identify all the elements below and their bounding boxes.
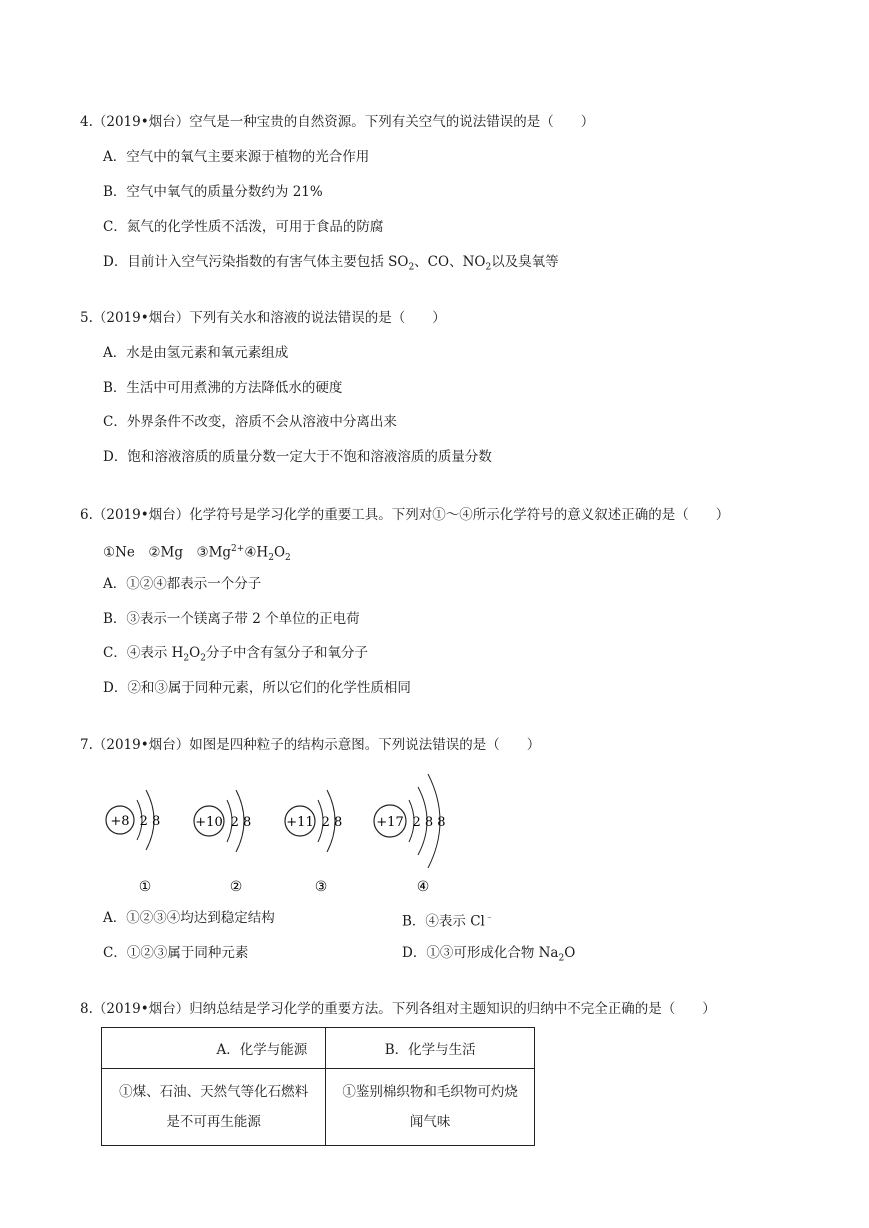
- q6-stem: 6.（2019•烟台）化学符号是学习化学的重要工具。下列对①～④所示化学符号的意义叙述正确的是（ ）: [80, 507, 730, 523]
- svg-text:+17: +17: [376, 815, 404, 830]
- q5-option-c: C．外界条件不改变，溶质不会从溶液中分离出来: [103, 414, 397, 430]
- q7-option-a: A．①②③④均达到稳定结构: [103, 910, 275, 926]
- particle-2: [194, 790, 251, 895]
- particle-structure-diagram: [100, 760, 480, 900]
- svg-text:+8: +8: [110, 814, 130, 829]
- q4-option-c: C．氮气的化学性质不活泼，可用于食品的防腐: [103, 219, 384, 235]
- q8-table: [101, 1027, 535, 1146]
- q6-symbols: ①Ne ②Mg $③Mg^{2+}④H_2O_2$: [103, 544, 291, 564]
- q4-stem: 4.（2019•烟台）空气是一种宝贵的自然资源。下列有关空气的说法错误的是（ ）: [80, 114, 595, 130]
- q6-option-a: A．①②④都表示一个分子: [103, 576, 262, 592]
- q7-option-c: C．①②③属于同种元素: [103, 945, 249, 961]
- svg-text:④: ④: [416, 879, 430, 895]
- svg-text:2 8 8: 2 8 8: [412, 815, 446, 830]
- svg-text:+11: +11: [286, 815, 314, 830]
- q5-option-a: A．水是由氢元素和氧元素组成: [103, 345, 289, 361]
- q5-option-b: B．生活中可用煮沸的方法降低水的硬度: [103, 380, 343, 396]
- q5-stem: 5.（2019•烟台）下列有关水和溶液的说法错误的是（ ）: [80, 310, 446, 326]
- q4-option-a: A．空气中的氧气主要来源于植物的光合作用: [103, 149, 370, 165]
- svg-text:2 8: 2 8: [230, 815, 252, 830]
- table-row: [102, 1028, 535, 1069]
- table-cell-b: ①鉴别棉织物和毛织物可灼烧 闻气味: [326, 1069, 535, 1146]
- q4-option-d: D．目前计入空气污染指数的有害气体主要包括 $SO_2$、CO、$NO_2$以及臭氧等: [103, 254, 559, 273]
- q7-option-b: B．④表示 Cl﹣: [402, 913, 494, 930]
- particle-4: [374, 774, 446, 895]
- svg-text:+10: +10: [195, 815, 223, 830]
- table-header-a: A．化学与能源: [102, 1028, 326, 1069]
- svg-text:①: ①: [138, 879, 152, 895]
- q6-option-c: C．④表示 $H_2O_2$分子中含有氢分子和氧分子: [103, 645, 368, 664]
- svg-text:2 8: 2 8: [139, 814, 161, 829]
- q4-option-b: B．空气中氧气的质量分数约为 21%: [103, 184, 323, 200]
- q7-option-d: D．①③可形成化合物 $Na_2O$: [402, 945, 576, 964]
- table-row: [102, 1069, 535, 1146]
- particle-1: [106, 790, 160, 895]
- q5-option-d: D．饱和溶液溶质的质量分数一定大于不饱和溶液溶质的质量分数: [103, 449, 492, 465]
- particle-3: [285, 790, 342, 895]
- svg-text:2 8: 2 8: [321, 815, 343, 830]
- q6-option-d: D．②和③属于同种元素，所以它们的化学性质相同: [103, 680, 411, 696]
- q7-stem: 7.（2019•烟台）如图是四种粒子的结构示意图。下列说法错误的是（ ）: [80, 737, 541, 753]
- svg-text:②: ②: [229, 879, 243, 895]
- q6-option-b: B．③表示一个镁离子带 2 个单位的正电荷: [103, 611, 360, 627]
- svg-text:③: ③: [314, 879, 328, 895]
- table-cell-a: ①煤、石油、天然气等化石燃料 是不可再生能源: [102, 1069, 326, 1146]
- table-header-b: B．化学与生活: [326, 1028, 535, 1069]
- q8-stem: 8.（2019•烟台）归纳总结是学习化学的重要方法。下列各组对主题知识的归纳中不完全正确的是（ ）: [80, 1001, 716, 1017]
